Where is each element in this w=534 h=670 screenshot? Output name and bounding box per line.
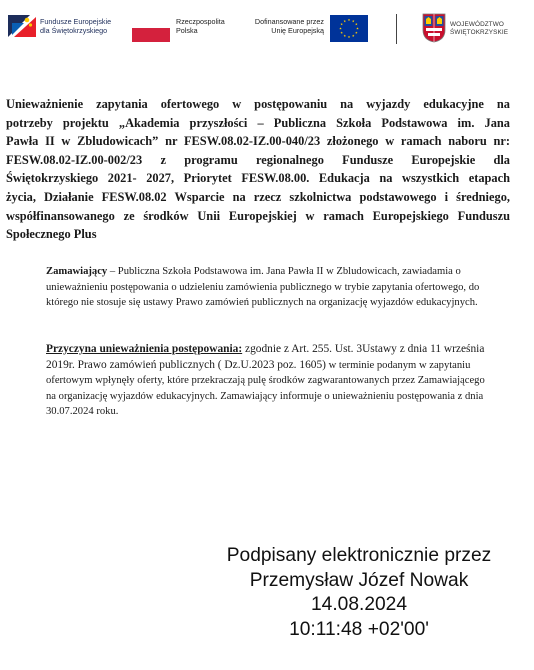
signature-date: 14.08.2024 xyxy=(310,594,408,616)
wojewodztwo-text xyxy=(450,21,508,36)
cancellation-legal-basis: zgodnie z Art. 255. Ust. 3Ustawy z dnia 11 września 2019r. Prawo zamówień publicznych ( Dz.U.2023 poz. 1605) xyxy=(46,343,485,371)
rp-line2: Polska xyxy=(176,26,198,35)
title-line: współfinansowanego ze środków Unii Europejskiej w ramach Europejskiego Funduszu xyxy=(6,208,510,223)
title-line: potrzeby projektu „Akademia przyszłości – Publiczna Szkoła Podstawowa im. Jana xyxy=(6,115,510,130)
fe-logo-line2: dla Świętokrzyskiego xyxy=(40,26,108,35)
cancellation-reason-text: w terminie podanym w zapytaniu ofertowym wpłynęły oferty, które przekraczają pulę środków zagwarantowanych przez Zamawiającego na organizację wyjazdów edukacyjnych. Zamawiający informuje o unieważnieniu postępowania z dnia 30.07.2024 roku. xyxy=(46,359,485,418)
ue-text xyxy=(250,17,324,35)
ordering-party-text: – Publiczna Szkoła Podstawowa im. Jana Pawła II w Zbludowicach, zawiadamia o unieważnieniu postępowania o udzieleniu zamówienia publicznego w trybie zapytania ofertowego, do którego nie stosuje się ustawy Prawo zamówień publicznych na organizację wyjazdów edukacyjnych. xyxy=(46,266,480,309)
title-line: Pawła II w Zbludowicach” nr FESW.08.02-IZ.00-040/23 złożonego w ramach naboru nr: xyxy=(6,134,510,149)
cancellation-reason-label: Przyczyna unieważnienia postępowania: xyxy=(46,343,243,355)
ordering-party-paragraph xyxy=(46,264,486,311)
electronic-signature xyxy=(190,544,528,642)
rp-line1: Rzeczpospolita xyxy=(176,17,225,26)
ordering-party-label: Zamawiający xyxy=(46,266,108,277)
signature-signer: Przemysław Józef Nowak xyxy=(249,569,469,591)
signature-time: 10:11:48 +02'00' xyxy=(289,618,429,640)
swietokrzyskie-coat-of-arms-icon xyxy=(422,13,446,43)
title-line: FESW.08.02-IZ.00-002/23 z programu regionalnego Fundusze Europejskie dla xyxy=(6,152,510,167)
logo-bar xyxy=(0,0,534,56)
ue-line2: Unię Europejską xyxy=(271,26,324,35)
fe-logo-text xyxy=(40,17,111,35)
ue-line1: Dofinansowane przez xyxy=(254,17,324,26)
woj-line2: ŚWIĘTOKRZYSKIE xyxy=(450,28,509,36)
polish-flag-red xyxy=(132,28,170,42)
fe-logo-line1: Fundusze Europejskie xyxy=(40,17,112,26)
rp-text xyxy=(176,17,225,35)
cancellation-reason-paragraph xyxy=(46,342,486,420)
title-line: Społecznego Plus xyxy=(6,227,97,242)
signature-line1: Podpisany elektronicznie przez xyxy=(226,545,492,566)
fundusze-europejskie-logo-icon xyxy=(8,11,36,37)
logo-divider xyxy=(396,14,397,44)
title-line: życia, Działanie FESW.08.02 Wsparcie na rzecz szkolnictwa podstawowego i średniego, xyxy=(6,189,510,204)
title-line: Unieważnienie zapytania ofertowego w postępowaniu na wyjazdy edukacyjne na xyxy=(6,97,510,111)
woj-line1: WOJEWÓDZTWO xyxy=(450,21,504,28)
polish-flag-white xyxy=(132,14,170,28)
title-line: Świętokrzyskiego 2021- 2027, Priorytet FESW.08.00. Edukacja na wszystkich etapach xyxy=(6,171,510,186)
document-title xyxy=(6,95,510,244)
eu-flag-icon xyxy=(330,15,368,42)
